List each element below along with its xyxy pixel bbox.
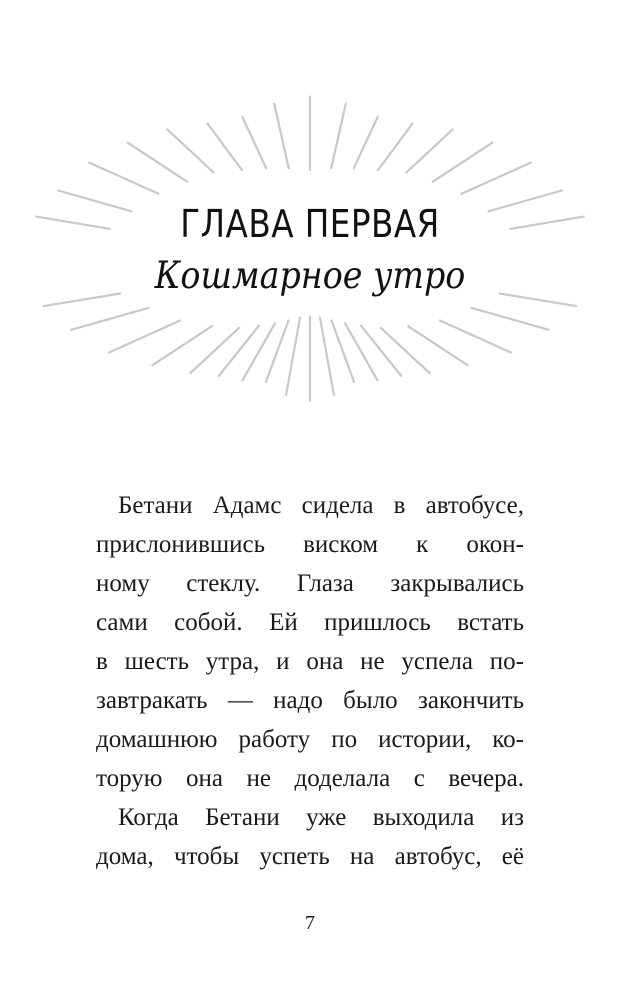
text-line: домашнюю работу по истории, ко-: [96, 726, 524, 753]
sunburst-ray: [354, 117, 378, 168]
sunburst-ray: [320, 318, 334, 395]
text-line: в шесть утра, и она не успела по-: [96, 648, 524, 675]
sunburst-ray: [242, 117, 266, 168]
text-line: Когда Бетани уже выходила из: [118, 804, 524, 831]
sunburst-ray: [331, 104, 346, 169]
body-text: [96, 486, 524, 876]
sunburst-ray: [128, 143, 188, 182]
sunburst-ray: [167, 129, 213, 172]
text-line: завтракать — надо было закончить: [96, 687, 524, 714]
sunburst-ray: [152, 326, 212, 365]
text-line: прислонившись виском к окон-: [96, 531, 524, 558]
text-line: ному стеклу. Глаза закрывались: [96, 570, 524, 597]
sunburst-ray: [406, 129, 452, 172]
sunburst-ray: [440, 321, 511, 353]
sunburst-ray: [332, 321, 355, 383]
sunburst-ray: [208, 124, 243, 171]
paragraph: [96, 798, 524, 876]
sunburst-ray: [433, 143, 493, 182]
sunburst-ray: [361, 326, 401, 376]
paragraph: [96, 486, 524, 798]
sunburst-ray: [472, 308, 549, 330]
sunburst-ray: [89, 163, 158, 194]
page-number: 7: [305, 912, 315, 934]
text-line: Бетани Адамс сидела в автобусе,: [118, 492, 524, 519]
text-line: дома, чтобы успеть на автобус, её: [96, 843, 524, 870]
sunburst-ray: [219, 326, 259, 376]
sunburst-ray: [286, 318, 300, 395]
sunburst-ray: [274, 104, 289, 169]
sunburst-ray: [408, 326, 468, 365]
text-line: торую она не доделала с вечера.: [96, 765, 524, 792]
sunburst-ray: [109, 321, 180, 353]
chapter-label: ГЛАВА ПЕРВАЯ: [180, 202, 440, 246]
sunburst-ray: [266, 321, 289, 383]
sunburst-ray: [378, 124, 413, 171]
text-line: сами собой. Ей пришлось встать: [96, 609, 524, 636]
sunburst-ray: [462, 163, 531, 194]
sunburst-ray: [71, 308, 148, 330]
chapter-title: Кошмарное утро: [154, 254, 466, 297]
